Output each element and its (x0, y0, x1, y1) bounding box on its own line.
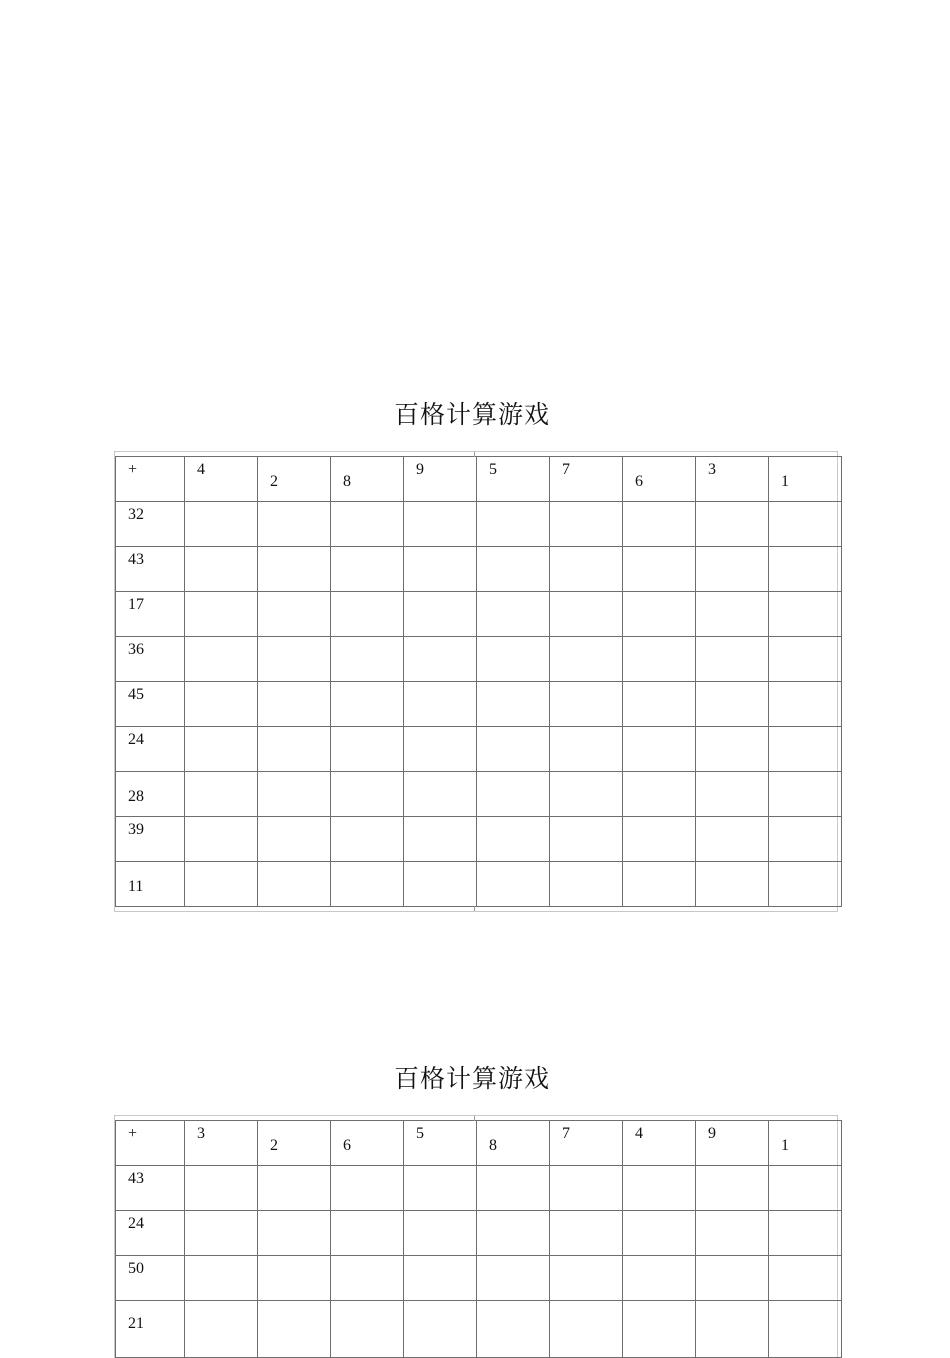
answer-cell[interactable] (696, 1256, 769, 1301)
answer-cell[interactable] (477, 1211, 550, 1256)
row-header (116, 592, 185, 637)
column-header-label: 1 (781, 473, 789, 490)
column-header (623, 1121, 696, 1166)
row-header (116, 637, 185, 682)
answer-cell[interactable] (404, 1166, 477, 1211)
answer-cell[interactable] (550, 862, 623, 907)
column-header-label: 6 (343, 1137, 351, 1154)
table-row (116, 862, 842, 907)
answer-cell[interactable] (258, 1211, 331, 1256)
answer-cell[interactable] (404, 502, 477, 547)
answer-cell[interactable] (404, 637, 477, 682)
answer-cell[interactable] (404, 682, 477, 727)
answer-cell[interactable] (404, 592, 477, 637)
answer-cell[interactable] (550, 592, 623, 637)
answer-cell[interactable] (769, 1256, 842, 1301)
answer-cell[interactable] (331, 1166, 404, 1211)
row-header-label: 43 (128, 1170, 144, 1187)
answer-cell[interactable] (696, 1166, 769, 1211)
answer-cell[interactable] (258, 592, 331, 637)
column-header-label: 7 (562, 461, 570, 478)
answer-cell[interactable] (623, 817, 696, 862)
sheet-2-grid (114, 1115, 838, 1358)
column-header-label: 7 (562, 1125, 570, 1142)
answer-cell[interactable] (769, 1166, 842, 1211)
answer-cell[interactable] (185, 682, 258, 727)
answer-cell[interactable] (258, 502, 331, 547)
row-header (116, 547, 185, 592)
row-header (116, 1256, 185, 1301)
answer-cell[interactable] (623, 547, 696, 592)
answer-cell[interactable] (185, 547, 258, 592)
answer-cell[interactable] (404, 1256, 477, 1301)
answer-cell[interactable] (331, 1301, 404, 1358)
row-header (116, 1166, 185, 1211)
answer-cell[interactable] (258, 547, 331, 592)
column-header (769, 1121, 842, 1166)
answer-cell[interactable] (696, 1211, 769, 1256)
answer-cell[interactable] (769, 817, 842, 862)
row-header-label: 24 (128, 731, 144, 748)
column-header (258, 1121, 331, 1166)
answer-cell[interactable] (477, 592, 550, 637)
answer-cell[interactable] (404, 817, 477, 862)
answer-cell[interactable] (185, 1256, 258, 1301)
table-row (116, 502, 842, 547)
answer-cell[interactable] (185, 1301, 258, 1358)
answer-cell[interactable] (477, 1301, 550, 1358)
column-header (477, 1121, 550, 1166)
row-header (116, 1211, 185, 1256)
answer-cell[interactable] (477, 547, 550, 592)
table-row (116, 682, 842, 727)
answer-cell[interactable] (769, 727, 842, 772)
answer-cell[interactable] (623, 862, 696, 907)
answer-cell[interactable] (550, 502, 623, 547)
row-header (116, 817, 185, 862)
answer-cell[interactable] (550, 682, 623, 727)
answer-cell[interactable] (477, 502, 550, 547)
table-row (116, 1211, 842, 1256)
column-header (331, 457, 404, 502)
answer-cell[interactable] (696, 1301, 769, 1358)
grid-seam-bottom (474, 906, 475, 911)
operator-cell (116, 1121, 185, 1166)
answer-cell[interactable] (550, 1166, 623, 1211)
answer-cell[interactable] (185, 502, 258, 547)
answer-cell[interactable] (258, 772, 331, 817)
column-header (185, 1121, 258, 1166)
answer-cell[interactable] (331, 1256, 404, 1301)
sheet-1-grid (114, 451, 838, 912)
answer-cell[interactable] (331, 682, 404, 727)
table-row (116, 817, 842, 862)
column-header-label: 2 (270, 473, 278, 490)
answer-cell[interactable] (550, 547, 623, 592)
table-row (116, 727, 842, 772)
answer-cell[interactable] (404, 547, 477, 592)
answer-cell[interactable] (331, 547, 404, 592)
row-header (116, 772, 185, 817)
sheet-2-table (115, 1120, 842, 1358)
column-header (696, 457, 769, 502)
answer-cell[interactable] (696, 547, 769, 592)
sheet-1-title: 百格计算游戏 (393, 400, 550, 429)
answer-cell[interactable] (331, 817, 404, 862)
answer-cell[interactable] (623, 1166, 696, 1211)
row-header-label: 45 (128, 686, 144, 703)
row-header-label: 32 (128, 506, 144, 523)
row-header (116, 727, 185, 772)
row-header (116, 1301, 185, 1358)
column-header-label: 2 (270, 1137, 278, 1154)
header-row (116, 457, 842, 502)
answer-cell[interactable] (696, 637, 769, 682)
answer-cell[interactable] (258, 862, 331, 907)
answer-cell[interactable] (623, 592, 696, 637)
column-header (404, 457, 477, 502)
row-header-label: 50 (128, 1260, 144, 1277)
answer-cell[interactable] (550, 727, 623, 772)
answer-cell[interactable] (258, 1166, 331, 1211)
row-header-label: 28 (128, 788, 144, 805)
column-header-label: 4 (635, 1125, 643, 1142)
column-header (550, 457, 623, 502)
table-row (116, 547, 842, 592)
column-header-label: 8 (343, 473, 351, 490)
answer-cell[interactable] (477, 862, 550, 907)
row-header (116, 862, 185, 907)
answer-cell[interactable] (185, 772, 258, 817)
answer-cell[interactable] (185, 817, 258, 862)
answer-cell[interactable] (623, 727, 696, 772)
column-header (477, 457, 550, 502)
answer-cell[interactable] (185, 1166, 258, 1211)
answer-cell[interactable] (550, 637, 623, 682)
table-row (116, 592, 842, 637)
answer-cell[interactable] (769, 1301, 842, 1358)
answer-cell[interactable] (477, 817, 550, 862)
answer-cell[interactable] (623, 502, 696, 547)
sheet-1-table (115, 456, 842, 907)
row-header-label: 21 (128, 1315, 144, 1332)
answer-cell[interactable] (696, 592, 769, 637)
answer-cell[interactable] (404, 772, 477, 817)
column-header-label: 1 (781, 1137, 789, 1154)
answer-cell[interactable] (185, 727, 258, 772)
answer-cell[interactable] (623, 637, 696, 682)
answer-cell[interactable] (696, 817, 769, 862)
answer-cell[interactable] (769, 772, 842, 817)
column-header (185, 457, 258, 502)
column-header-label: 9 (708, 1125, 716, 1142)
column-header (550, 1121, 623, 1166)
column-header-label: 8 (489, 1137, 497, 1154)
column-header-label: 3 (197, 1125, 205, 1142)
operator-cell (116, 457, 185, 502)
row-header-label: 24 (128, 1215, 144, 1232)
table-row (116, 1166, 842, 1211)
answer-cell[interactable] (331, 637, 404, 682)
answer-cell[interactable] (258, 727, 331, 772)
answer-cell[interactable] (696, 682, 769, 727)
answer-cell[interactable] (550, 817, 623, 862)
sheet-2-title: 百格计算游戏 (393, 1064, 550, 1093)
answer-cell[interactable] (696, 862, 769, 907)
table-row (116, 1301, 842, 1358)
column-header-label: 3 (708, 461, 716, 478)
answer-cell[interactable] (696, 727, 769, 772)
answer-cell[interactable] (550, 772, 623, 817)
answer-cell[interactable] (550, 1301, 623, 1358)
answer-cell[interactable] (769, 592, 842, 637)
column-header-label: 5 (416, 1125, 424, 1142)
answer-cell[interactable] (258, 682, 331, 727)
answer-cell[interactable] (477, 637, 550, 682)
answer-cell[interactable] (404, 1211, 477, 1256)
answer-cell[interactable] (769, 502, 842, 547)
row-header-label: 17 (128, 596, 144, 613)
answer-cell[interactable] (185, 862, 258, 907)
answer-cell[interactable] (550, 1256, 623, 1301)
row-header (116, 502, 185, 547)
answer-cell[interactable] (477, 1256, 550, 1301)
answer-cell[interactable] (623, 1211, 696, 1256)
column-header (769, 457, 842, 502)
column-header (331, 1121, 404, 1166)
answer-cell[interactable] (623, 1256, 696, 1301)
table-row (116, 637, 842, 682)
column-header-label: 4 (197, 461, 205, 478)
answer-cell[interactable] (477, 772, 550, 817)
row-header-label: 39 (128, 821, 144, 838)
column-header (258, 457, 331, 502)
answer-cell[interactable] (258, 1256, 331, 1301)
answer-cell[interactable] (185, 637, 258, 682)
operator-label: + (128, 461, 138, 478)
table-row (116, 772, 842, 817)
answer-cell[interactable] (185, 1211, 258, 1256)
answer-cell[interactable] (769, 682, 842, 727)
row-header-label: 36 (128, 641, 144, 658)
column-header (696, 1121, 769, 1166)
answer-cell[interactable] (477, 1166, 550, 1211)
answer-cell[interactable] (331, 772, 404, 817)
column-header (404, 1121, 477, 1166)
answer-cell[interactable] (404, 862, 477, 907)
answer-cell[interactable] (769, 862, 842, 907)
answer-cell[interactable] (331, 862, 404, 907)
answer-cell[interactable] (623, 682, 696, 727)
answer-cell[interactable] (696, 772, 769, 817)
answer-cell[interactable] (331, 592, 404, 637)
answer-cell[interactable] (769, 547, 842, 592)
header-row (116, 1121, 842, 1166)
table-row (116, 1256, 842, 1301)
answer-cell[interactable] (550, 1211, 623, 1256)
answer-cell[interactable] (331, 727, 404, 772)
operator-label: + (128, 1125, 138, 1142)
column-header (623, 457, 696, 502)
answer-cell[interactable] (623, 1301, 696, 1358)
column-header-label: 9 (416, 461, 424, 478)
row-header-label: 11 (128, 878, 144, 895)
answer-cell[interactable] (331, 1211, 404, 1256)
column-header-label: 6 (635, 473, 643, 490)
row-header-label: 43 (128, 551, 144, 568)
answer-cell[interactable] (258, 817, 331, 862)
answer-cell[interactable] (331, 502, 404, 547)
answer-cell[interactable] (404, 727, 477, 772)
answer-cell[interactable] (769, 637, 842, 682)
answer-cell[interactable] (258, 1301, 331, 1358)
answer-cell[interactable] (696, 502, 769, 547)
column-header-label: 5 (489, 461, 497, 478)
answer-cell[interactable] (623, 772, 696, 817)
answer-cell[interactable] (477, 727, 550, 772)
answer-cell[interactable] (404, 1301, 477, 1358)
row-header (116, 682, 185, 727)
answer-cell[interactable] (185, 592, 258, 637)
answer-cell[interactable] (258, 637, 331, 682)
answer-cell[interactable] (477, 682, 550, 727)
answer-cell[interactable] (769, 1211, 842, 1256)
